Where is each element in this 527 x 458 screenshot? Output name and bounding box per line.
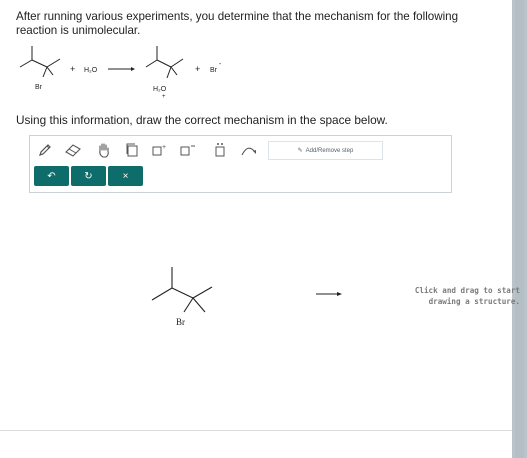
- product-water-label: H₂O: [153, 86, 167, 93]
- clear-button[interactable]: [108, 166, 143, 186]
- reactant-br-label: Br: [35, 84, 42, 91]
- lone-pair-icon[interactable]: [208, 140, 231, 159]
- hand-icon[interactable]: [92, 140, 115, 159]
- redo-button[interactable]: [71, 166, 106, 186]
- curved-arrow-icon[interactable]: [237, 140, 260, 159]
- pencil-icon[interactable]: [33, 140, 56, 159]
- add-negative-charge-icon[interactable]: [176, 140, 199, 159]
- undo-icon: ↶: [47, 170, 56, 182]
- edit-icon: ✎: [297, 148, 303, 154]
- canvas-reaction-arrow: [316, 292, 342, 296]
- plus-sign-2: +: [195, 64, 201, 74]
- toolbar: [30, 136, 451, 162]
- copy-icon[interactable]: [120, 140, 143, 159]
- product-skeleton: [146, 46, 183, 78]
- reactant-skeleton: [20, 46, 60, 77]
- instruction-text: Using this information, draw the correct mechanism in the space below.: [16, 113, 388, 127]
- reaction-arrow: [108, 67, 135, 71]
- canvas-molecule-skeleton: [152, 267, 212, 312]
- add-remove-step-button[interactable]: [268, 141, 383, 160]
- reaction-scheme: [0, 42, 280, 102]
- product-positive-charge: +: [162, 94, 166, 100]
- bromide-label: Br: [210, 67, 217, 74]
- add-positive-charge-icon[interactable]: [148, 140, 171, 159]
- add-remove-step-label: Add/Remove step: [305, 147, 354, 154]
- water-label: H₂O: [84, 67, 98, 74]
- svg-text:+: +: [161, 143, 166, 151]
- eraser-icon[interactable]: [61, 140, 84, 159]
- question-text: After running various experiments, you determine that the mechanism for the following reaction is unimolecular.: [16, 10, 459, 37]
- drawing-hint: Click and drag to start drawing a structure.: [414, 286, 520, 306]
- redo-icon: ↻: [84, 170, 93, 182]
- vertical-scrollbar[interactable]: [512, 0, 527, 458]
- canvas-br-label: Br: [176, 317, 185, 327]
- close-icon: ×: [122, 170, 129, 182]
- undo-button[interactable]: [34, 166, 69, 186]
- bromide-negative-charge: -: [219, 61, 222, 68]
- drawing-toolbar-panel: [29, 135, 452, 193]
- plus-sign-1: +: [70, 64, 76, 74]
- divider: [0, 430, 512, 431]
- scrollbar-thumb[interactable]: [515, 0, 524, 458]
- drawing-canvas[interactable]: [0, 195, 510, 430]
